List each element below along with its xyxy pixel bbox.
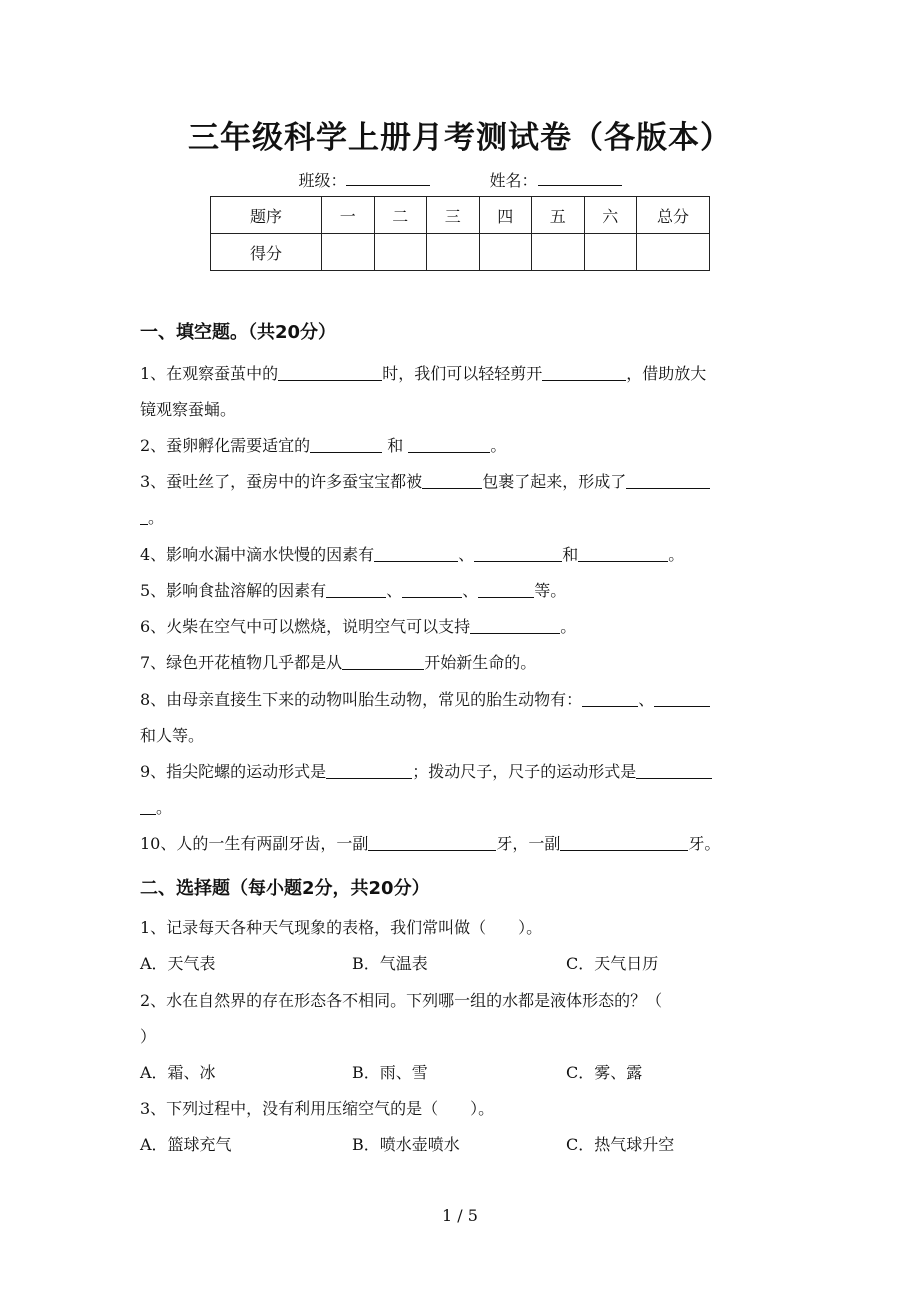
choice-2-option-b[interactable]: B．雨、雪 [352, 1063, 428, 1082]
answer-blank[interactable] [654, 686, 710, 707]
score-cell[interactable] [532, 234, 585, 271]
fill-question-1-cont: 镜观察蚕蛹。 [140, 400, 237, 419]
score-cell[interactable] [584, 234, 637, 271]
score-cell[interactable] [322, 234, 375, 271]
choice-3-option-c[interactable]: C．热气球升空 [566, 1135, 675, 1154]
score-table-score-row [211, 234, 710, 271]
fill-question-5: 5、影响食盐溶解的因素有 、 、 等。 [140, 573, 780, 609]
answer-blank[interactable] [542, 360, 626, 381]
choice-3-option-a[interactable]: A．篮球充气 [140, 1135, 232, 1154]
name-label: 姓名： [489, 171, 538, 190]
fill-question-1: 1、在观察蚕茧中的 时，我们可以轻轻剪开 ，借助放大 [140, 356, 780, 392]
answer-blank[interactable] [560, 830, 688, 851]
choice-question-2: 2、水在自然界的存在形态各不相同。下列哪一组的水都是液体形态的？（ [140, 991, 663, 1010]
section-1-heading: 一、填空题。（共20分） [140, 322, 337, 343]
choice-question-3: 3、下列过程中，没有利用压缩空气的是（ ）。 [140, 1099, 495, 1118]
page-number: 1 / 5 [442, 1206, 478, 1225]
answer-blank[interactable] [626, 468, 710, 489]
fill-question-10: 10、人的一生有两副牙齿，一副 牙，一副 牙。 [140, 826, 780, 862]
answer-blank[interactable] [578, 541, 668, 562]
choice-1-option-c[interactable]: C．天气日历 [566, 954, 659, 973]
student-info-line [0, 168, 920, 191]
answer-blank[interactable] [140, 504, 148, 525]
choice-3-option-b[interactable]: B．喷水壶喷水 [352, 1135, 460, 1154]
score-header-cell: 六 [584, 197, 637, 234]
score-header-cell: 二 [374, 197, 427, 234]
score-header-cell: 五 [532, 197, 585, 234]
answer-blank[interactable] [474, 541, 562, 562]
answer-blank[interactable] [636, 758, 712, 779]
answer-blank[interactable] [422, 468, 482, 489]
fill-question-9: 9、指尖陀螺的运动形式是 ；拨动尺子，尺子的运动形式是 [140, 754, 780, 790]
score-table [210, 196, 710, 271]
answer-blank[interactable] [342, 649, 424, 670]
answer-blank[interactable] [278, 360, 382, 381]
answer-blank[interactable] [582, 686, 638, 707]
choice-1-option-a[interactable]: A．天气表 [140, 954, 216, 973]
score-row-label: 得分 [211, 234, 322, 271]
choice-2-option-c[interactable]: C．雾、露 [566, 1063, 643, 1082]
answer-blank[interactable] [140, 794, 156, 815]
answer-blank[interactable] [326, 577, 386, 598]
answer-blank[interactable] [326, 758, 412, 779]
score-cell[interactable] [374, 234, 427, 271]
answer-blank[interactable] [368, 830, 496, 851]
choice-question-1: 1、记录每天各种天气现象的表格，我们常叫做（ ）。 [140, 918, 543, 937]
answer-blank[interactable] [310, 432, 382, 453]
choice-question-2-cont: ） [140, 1027, 157, 1046]
class-blank[interactable] [346, 171, 430, 186]
fill-question-8-cont: 和人等。 [140, 726, 205, 745]
name-blank[interactable] [538, 171, 622, 186]
answer-blank[interactable] [408, 432, 490, 453]
score-header-cell: 一 [322, 197, 375, 234]
score-header-cell: 三 [427, 197, 480, 234]
class-label: 班级： [298, 171, 347, 190]
score-cell[interactable] [479, 234, 532, 271]
fill-question-6: 6、火柴在空气中可以燃烧，说明空气可以支持 。 [140, 609, 780, 645]
score-cell[interactable] [637, 234, 710, 271]
score-table-header-row [211, 197, 710, 234]
answer-blank[interactable] [470, 613, 560, 634]
answer-blank[interactable] [402, 577, 462, 598]
score-header-cell: 总分 [637, 197, 710, 234]
score-header-cell: 题序 [211, 197, 322, 234]
fill-question-7: 7、绿色开花植物几乎都是从 开始新生命的。 [140, 645, 780, 681]
fill-question-2: 2、蚕卵孵化需要适宜的 和 。 [140, 428, 780, 464]
answer-blank[interactable] [478, 577, 534, 598]
choice-2-option-a[interactable]: A．霜、冰 [140, 1063, 216, 1082]
score-header-cell: 四 [479, 197, 532, 234]
choice-1-option-b[interactable]: B．气温表 [352, 954, 428, 973]
fill-question-9-cont: 。 [140, 790, 780, 826]
answer-blank[interactable] [374, 541, 458, 562]
fill-question-4: 4、影响水漏中滴水快慢的因素有 、 和 。 [140, 537, 780, 573]
fill-question-8: 8、由母亲直接生下来的动物叫胎生动物，常见的胎生动物有： 、 [140, 682, 780, 718]
fill-question-3: 3、蚕吐丝了，蚕房中的许多蚕宝宝都被 包裹了起来，形成了 [140, 464, 780, 500]
score-cell[interactable] [427, 234, 480, 271]
section-2-heading: 二、选择题（每小题2分，共20分） [140, 878, 430, 899]
page-title: 三年级科学上册月考测试卷（各版本） [188, 120, 732, 156]
fill-question-3-cont: 。 [140, 500, 780, 536]
